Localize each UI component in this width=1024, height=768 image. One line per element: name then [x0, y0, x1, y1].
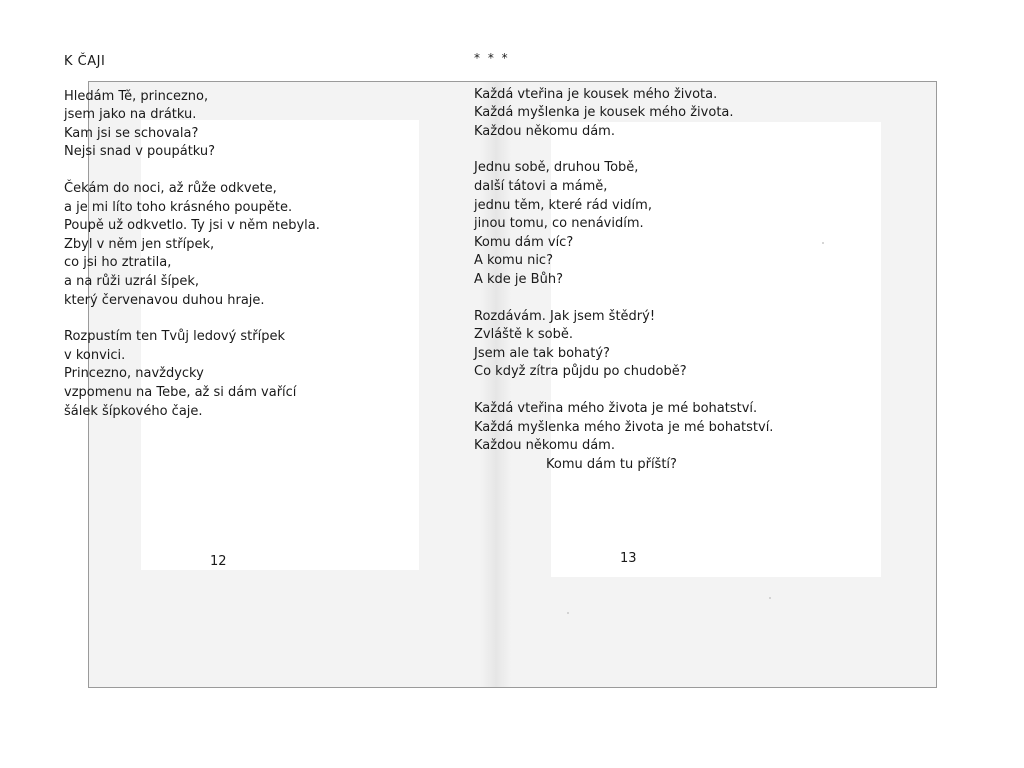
paper-speck: [822, 242, 824, 244]
poem-line: Poupě už odkvetlo. Ty jsi v něm nebyla.: [64, 218, 320, 234]
poem-line: jsem jako na drátku.: [64, 107, 197, 123]
poem-line: Rozpustím ten Tvůj ledový střípek: [64, 329, 286, 345]
poem-line: Hledám Tě, princezno,: [64, 88, 209, 104]
poem-line: Zbyl v něm jen střípek,: [64, 236, 215, 252]
poem-heading: * * *: [474, 51, 510, 65]
poem-line: který červenavou duhou hraje.: [64, 292, 265, 308]
poem-line: Každou někomu dám.: [474, 438, 615, 454]
poem-line: Každá vteřina je kousek mého života.: [474, 86, 718, 102]
paper-speck: [769, 597, 771, 599]
poem-line: A kde je Bůh?: [474, 271, 563, 287]
poem-line: Každá myšlenka je kousek mého života.: [474, 105, 734, 121]
poem-line: Zvláště k sobě.: [474, 327, 573, 343]
stanza: [474, 308, 773, 382]
paper-speck: [567, 612, 569, 614]
stanza: [474, 159, 773, 289]
poem-line: Komu dám tu příští?: [546, 456, 677, 472]
poem-line: co jsi ho ztratila,: [64, 255, 172, 271]
poem-line: Jsem ale tak bohatý?: [474, 345, 610, 361]
poem-line: Co když zítra půjdu po chudobě?: [474, 364, 687, 380]
poem-untitled: [474, 49, 773, 474]
poem-line: Jednu sobě, druhou Tobě,: [474, 160, 639, 176]
poem-line: Nejsi snad v poupátku?: [64, 144, 216, 160]
poem-title: K ČAJI: [64, 54, 106, 69]
stanza: [64, 180, 320, 310]
stanza: [474, 86, 773, 142]
stanza: [64, 88, 320, 162]
poem-line: Princezno, navždycky: [64, 366, 204, 382]
poem-line: a na růži uzrál šípek,: [64, 273, 200, 289]
poem-line: jednu těm, které rád vidím,: [474, 197, 652, 213]
poem-line: Komu dám víc?: [474, 234, 574, 250]
poem-line: Čekám do noci, až růže odkvete,: [64, 180, 277, 196]
poem-line: šálek šípkového čaje.: [64, 403, 203, 419]
poem-line: Každá myšlenka mého života je mé bohatství.: [474, 419, 774, 435]
stanza: [64, 328, 320, 421]
poem-line: A komu nic?: [474, 253, 553, 269]
poem-line: v konvici.: [64, 347, 126, 363]
poem-line: Každou někomu dám.: [474, 123, 615, 139]
poem-line: Každá vteřina mého života je mé bohatství.: [474, 400, 758, 416]
page-number-right: 13: [620, 551, 637, 566]
poem-line: jinou tomu, co nenávidím.: [474, 216, 644, 232]
poem-line: Kam jsi se schovala?: [64, 125, 199, 141]
poem-line: Rozdávám. Jak jsem štědrý!: [474, 308, 656, 324]
poem-line: další tátovi a mámě,: [474, 178, 608, 194]
poem-line: a je mi líto toho krásného poupěte.: [64, 199, 293, 215]
poem-line: vzpomenu na Tebe, až si dám vařící: [64, 384, 297, 400]
page-number-left: 12: [210, 554, 227, 569]
stanza: [474, 400, 773, 474]
poem-k-caji: [64, 53, 320, 421]
